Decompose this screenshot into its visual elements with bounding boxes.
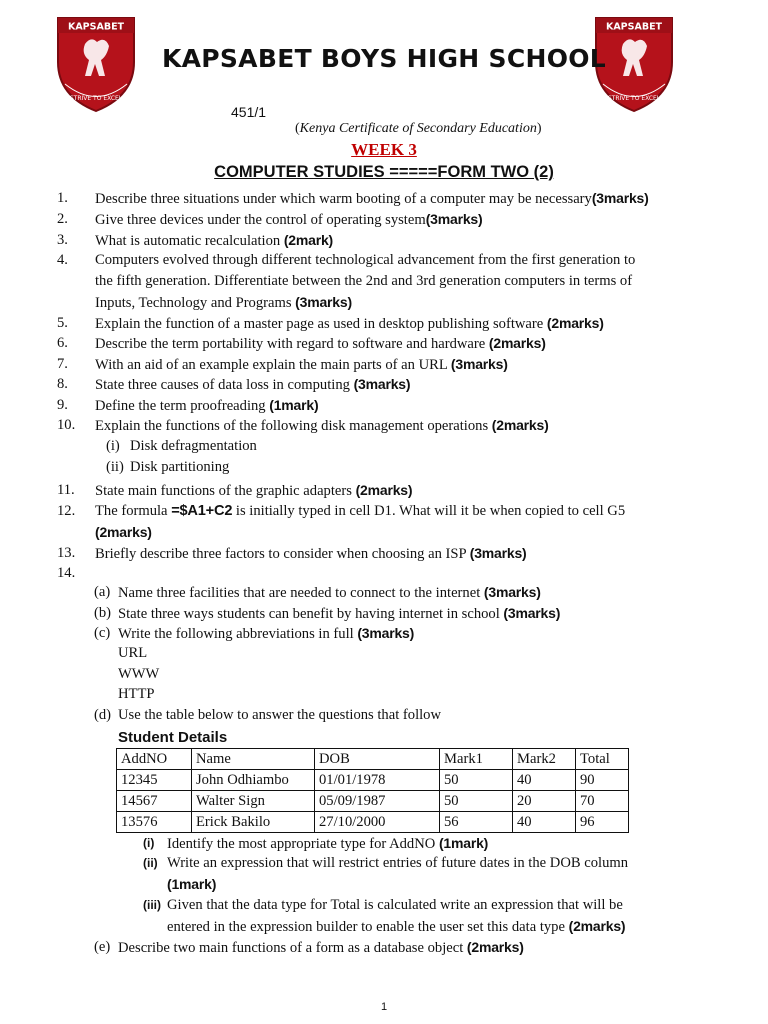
question-11: 11. State main functions of the graphic adapters (2marks)	[57, 482, 413, 499]
q14-part-b: (b) State three ways students can benefit by having internet in school (3marks)	[94, 605, 561, 622]
question-1: 1. Describe three situations under which warm booting of a computer may be necessary(3marks)	[57, 190, 649, 207]
table-cell: John Odhiambo	[192, 770, 315, 791]
abbrev-http: HTTP	[118, 686, 155, 702]
question-12: 12. The formula =$A1+C2 is initially typed in cell D1. What will it be when copied to cell G5	[57, 503, 626, 519]
header-cell: DOB	[315, 749, 440, 770]
table-cell: 90	[576, 770, 629, 791]
q14-part-c: (c) Write the following abbreviations in full (3marks)	[94, 625, 415, 642]
table-cell: 40	[513, 770, 576, 791]
question-13: 13. Briefly describe three factors to consider when choosing an ISP (3marks)	[57, 545, 527, 562]
q14-part-e: (e) Describe two main functions of a form as a database object (2marks)	[94, 939, 524, 956]
question-9: 9. Define the term proofreading (1mark)	[57, 397, 319, 414]
subject-title: COMPUTER STUDIES =====FORM TWO (2)	[214, 163, 554, 181]
table-cell: 70	[576, 791, 629, 812]
q14d-part-ii: (ii) Write an expression that will restrict entries of future dates in the DOB column	[143, 855, 629, 871]
page-number: 1	[380, 1001, 388, 1013]
abbrev-www: WWW	[118, 666, 160, 682]
table-cell: 20	[513, 791, 576, 812]
q10-part-ii: (ii) Disk partitioning	[106, 459, 230, 475]
table-cell: 50	[440, 770, 513, 791]
table-header-row	[117, 749, 629, 770]
exam-name: (Kenya Certificate of Secondary Education)	[295, 121, 542, 136]
question-4: 4. Computers evolved through different technological advancement from the first generation to	[57, 252, 636, 268]
q14d-part-i: (i) Identify the most appropriate type for AddNO (1mark)	[143, 835, 489, 852]
q10-part-i: (i) Disk defragmentation	[106, 438, 257, 454]
table-title: Student Details	[118, 729, 228, 746]
table-cell: 05/09/1987	[315, 791, 440, 812]
question-6: 6. Describe the term portability with regard to software and hardware (2marks)	[57, 335, 546, 352]
question-2: 2. Give three devices under the control of operating system(3marks)	[57, 211, 483, 228]
table-cell: 01/01/1978	[315, 770, 440, 791]
header-cell: Name	[192, 749, 315, 770]
question-12-marks: (2marks)	[95, 524, 152, 540]
q14-part-d: (d) Use the table below to answer the questions that follow	[94, 707, 442, 723]
table-row	[117, 791, 629, 812]
table-cell: 12345	[117, 770, 192, 791]
header-cell: AddNO	[117, 749, 192, 770]
q14d-part-iii: (iii) Given that the data type for Total is calculated write an expression that will be	[143, 897, 623, 913]
question-5: 5. Explain the function of a master page as used in desktop publishing software (2marks)	[57, 315, 604, 332]
question-3: 3. What is automatic recalculation (2mark)	[57, 232, 334, 249]
question-4-line-2: the fifth generation. Differentiate between the 2nd and 3rd generation computers in terms of	[95, 273, 633, 289]
q14d-part-iii-cont: entered in the expression builder to enable the user set this data type (2marks)	[167, 918, 626, 935]
table-cell: 27/10/2000	[315, 812, 440, 833]
svg-text:STRIVE TO EXCEL: STRIVE TO EXCEL	[607, 95, 661, 102]
table-row	[117, 770, 629, 791]
week-label: WEEK 3	[351, 140, 417, 159]
table-row	[117, 812, 629, 833]
question-8: 8. State three causes of data loss in computing (3marks)	[57, 376, 411, 393]
paper-code: 451/1	[231, 104, 267, 120]
q14-part-a: (a) Name three facilities that are needed to connect to the internet (3marks)	[94, 584, 541, 601]
table-cell: 13576	[117, 812, 192, 833]
header-cell: Mark2	[513, 749, 576, 770]
svg-text:KAPSABET: KAPSABET	[67, 21, 125, 33]
table-cell: 96	[576, 812, 629, 833]
table-cell: Erick Bakilo	[192, 812, 315, 833]
table-cell: 50	[440, 791, 513, 812]
table-cell: 56	[440, 812, 513, 833]
question-10: 10. Explain the functions of the following disk management operations (2marks)	[57, 417, 549, 434]
question-7: 7. With an aid of an example explain the main parts of an URL (3marks)	[57, 356, 508, 373]
q14d-part-ii-marks: (1mark)	[167, 876, 217, 892]
table-cell: 40	[513, 812, 576, 833]
abbrev-url: URL	[118, 645, 148, 661]
header-cell: Total	[576, 749, 629, 770]
table-cell: 14567	[117, 791, 192, 812]
svg-text:STRIVE TO EXCEL: STRIVE TO EXCEL	[69, 95, 123, 102]
question-4-line-3: Inputs, Technology and Programs (3marks)	[95, 294, 352, 311]
student-details-table	[116, 748, 629, 833]
school-name: KAPSABET BOYS HIGH SCHOOL	[161, 44, 607, 73]
table-cell: Walter Sign	[192, 791, 315, 812]
header-cell: Mark1	[440, 749, 513, 770]
svg-text:KAPSABET: KAPSABET	[605, 21, 663, 33]
